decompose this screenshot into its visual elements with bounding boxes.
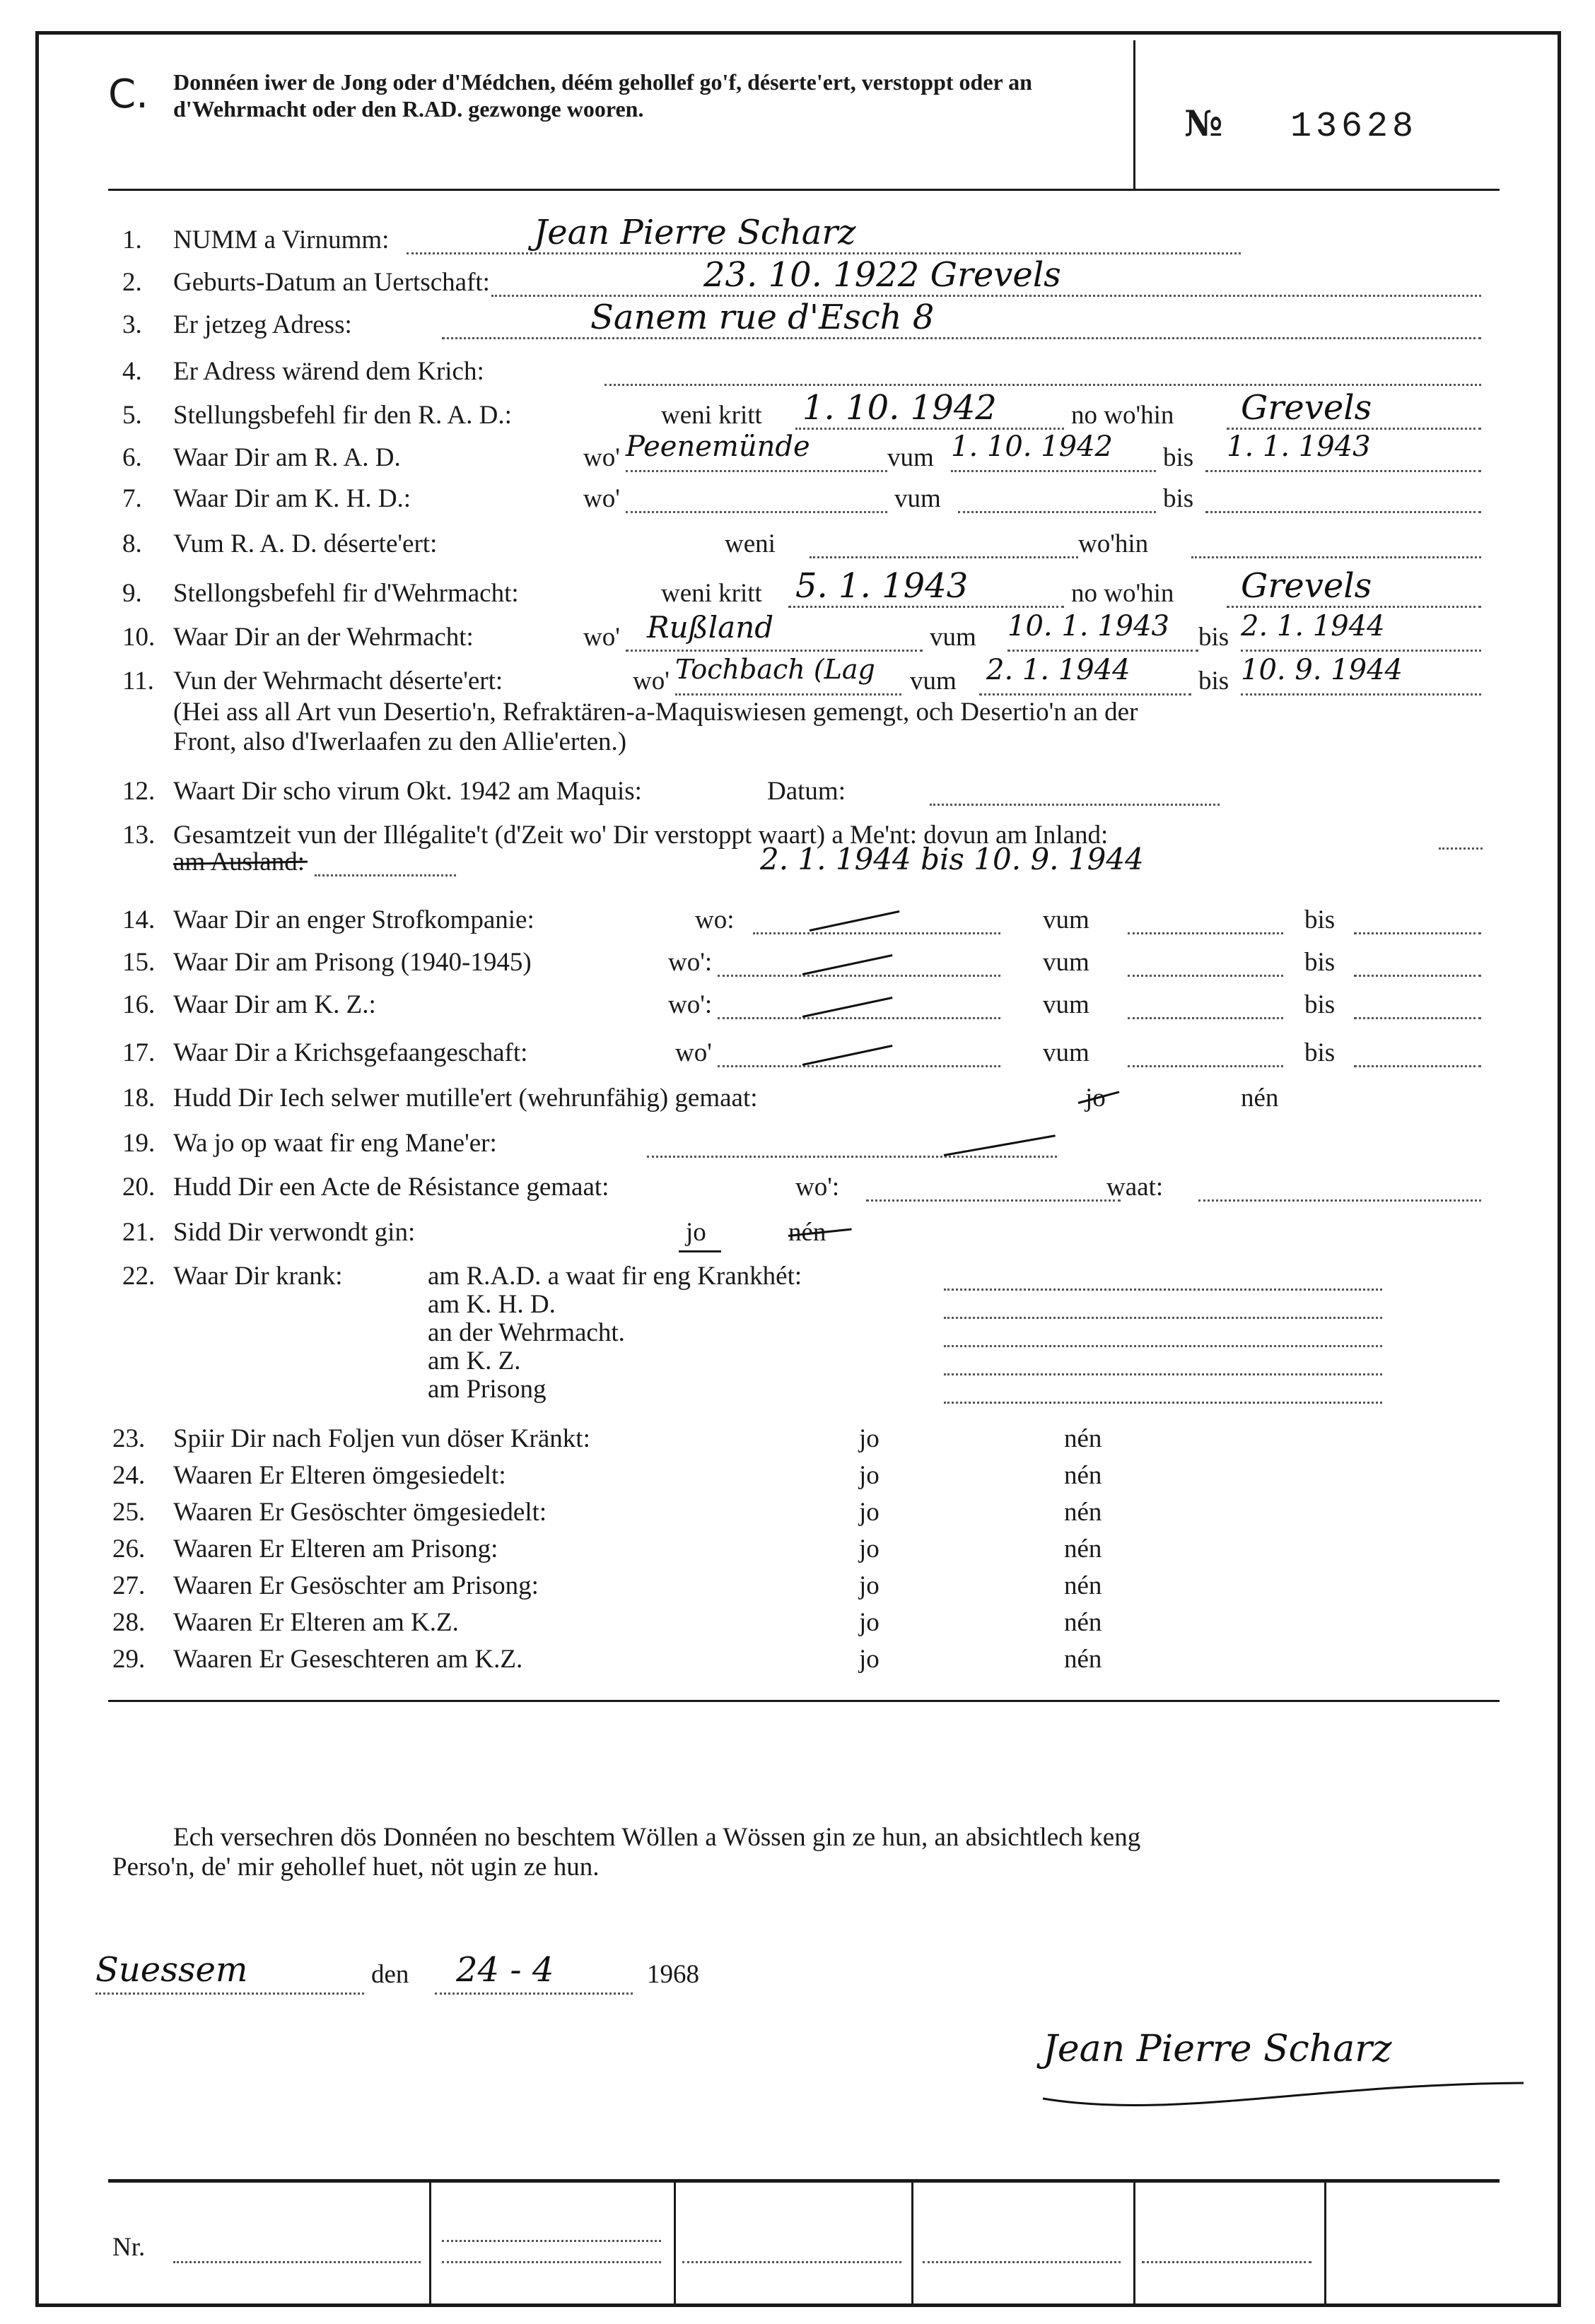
form-text: 28. [112,1608,146,1637]
fill-line [944,1317,1382,1319]
form-text: 21. [122,1218,156,1247]
form-text: 5. [122,401,142,430]
form-text: wo': [668,990,713,1019]
fill-line [951,470,1156,472]
fill-line [626,470,887,472]
form-text: 20. [122,1173,156,1202]
fill-line [944,1402,1382,1404]
form-text: bis [1163,484,1194,513]
handwritten-desert-where: Tochbach (Lag [675,654,875,685]
form-text: Waaren Er Elteren am K.Z. [173,1608,459,1637]
form-text: 4. [122,357,142,386]
signature-flourish [1029,2070,1538,2127]
fill-line [1128,1017,1283,1019]
form-text: no wo'hin [1071,401,1174,430]
form-text: nén [1064,1608,1102,1637]
yes-option: jo [686,1218,706,1247]
form-text: 22. [122,1262,156,1291]
fill-line [315,874,456,876]
form-text: 1. 1. 1943 [1227,430,1371,463]
handwritten-place: Suessem [95,1950,248,1990]
form-text: 1968 [647,1960,699,1989]
form-text: 10. 9. 1944 [1241,654,1403,686]
section-letter: C. [108,71,148,117]
form-text: vum [1043,905,1089,934]
fill-line [753,932,1000,934]
form-text: Sidd Dir verwondt gin: [173,1218,416,1247]
rule-line [674,2179,676,2304]
rule-line [802,954,893,975]
handwritten-wm-place: Grevels [1241,566,1372,606]
form-text: vum [894,484,941,513]
fill-line [1241,693,1481,696]
handwritten-name: Jean Pierre Scharz [534,213,856,252]
fill-line [604,384,1481,386]
form-text: den [371,1960,409,1989]
fill-line [407,252,1241,254]
form-text: vum [887,443,934,472]
form-text: wo' [583,443,620,472]
rule-line [1133,2179,1135,2304]
no-option: nén [1241,1084,1279,1113]
fill-line [1354,1065,1481,1067]
fill-line [95,1993,364,1995]
form-text: Stellongsbefehl fir d'Wehrmacht: [173,579,519,608]
form-text: weni [725,529,776,558]
form-text: Er jetzeg Adress: [173,310,352,339]
form-text: Waar Dir am R. A. D. [173,443,401,472]
form-text: wo' [583,484,620,513]
fill-line [1227,606,1481,608]
handwritten-wm-date: 5. 1. 1943 [795,566,969,606]
fill-line [1128,1065,1283,1067]
form-text: vum [1043,1038,1089,1067]
footer-rule [108,2179,1500,2183]
form-text: jo [859,1498,880,1527]
section-rule [108,1700,1500,1702]
form-text: Spiir Dir nach Foljen vun döser Kränkt: [173,1424,590,1453]
form-text: am R.A.D. a waat fir eng Krankhét: [428,1262,802,1291]
form-text: 19. [122,1129,156,1158]
fill-line [1241,650,1481,652]
rule-line [944,1134,1056,1156]
note-line-1: (Hei ass all Art vun Desertio'n, Refraktären-a-Maquiswiesen gemengt, och Desertio'n an der [173,698,1138,727]
fill-line [1128,975,1283,977]
form-text: 13. [122,821,156,850]
form-text: wo'hin [1078,529,1149,558]
no-option: nén [788,1218,826,1247]
fill-line [682,2261,901,2263]
rule-line [802,997,893,1018]
form-text: 27. [112,1571,146,1600]
form-text: vum [930,623,976,652]
form-text: 26. [112,1534,146,1563]
form-text: Hudd Dir een Acte de Résistance gemaat: [173,1173,609,1202]
form-text: wo' [583,623,620,652]
fill-line [923,2261,1121,2263]
fill-line [810,556,1078,558]
form-text: 3. [122,310,142,339]
fill-line [788,606,1064,608]
form-text: wo': [795,1173,840,1202]
form-text: Waart Dir scho virum Okt. 1942 am Maquis: [173,777,642,806]
fill-line [626,650,923,652]
form-text: bis [1304,905,1336,934]
fill-line [1354,1017,1481,1019]
fill-line [1191,556,1481,558]
fill-line [866,1199,1121,1202]
form-text: 18. [122,1084,156,1113]
yes-option: jo [1085,1084,1106,1113]
signature: Jean Pierre Scharz [1043,2028,1392,2070]
fill-line [1205,511,1481,513]
form-text: Waar Dir an der Wehrmacht: [173,623,474,652]
number-symbol: № [1184,102,1223,144]
form-text: nén [1064,1424,1102,1453]
handwritten-rad-where: Peenemünde [626,430,810,463]
fill-line [675,693,901,696]
fill-line [1354,932,1481,934]
row-number: 1. [122,225,142,254]
form-text: 10. [122,623,156,652]
form-text: bis [1198,623,1229,652]
form-text: 2. 1. 1944 [1241,610,1385,642]
form-text: 16. [122,990,156,1019]
form-text: 6. [122,443,142,472]
form-text: 23. [112,1424,146,1453]
header-rule [108,189,1500,191]
form-text: weni kritt [661,579,762,608]
fill-line [1227,428,1481,430]
form-text: nén [1064,1571,1102,1600]
fill-line [1198,1199,1481,1202]
form-text: 7. [122,484,142,513]
fill-line [718,1065,1000,1067]
form-text: bis [1163,443,1194,472]
fill-line [958,511,1156,513]
form-text: wo' [633,667,670,696]
form-text: jo [859,1534,880,1563]
rule-line [810,910,900,932]
fill-line [442,2240,661,2242]
form-text: jo [859,1424,880,1453]
form-text: Waar Dir am Prisong (1940-1945) [173,948,532,977]
form-text: 2. 1. 1944 [986,654,1130,686]
declaration-line-1: Ech versechren dös Donnéen no beschtem Wöllen a Wössen gin ze hun, an absichtlech keng [173,1823,1141,1852]
fill-line [1128,932,1283,934]
form-text: vum [1043,948,1089,977]
form-text: 8. [122,529,142,558]
form-text: Wa jo op waat fir eng Mane'er: [173,1129,497,1158]
form-text: 10. 1. 1943 [1007,610,1170,642]
fill-line [944,1373,1382,1375]
form-text: bis [1304,1038,1336,1067]
fill-line [1354,975,1481,977]
form-text: vum [910,667,957,696]
rule-line [802,1045,893,1066]
fill-line [442,2261,661,2263]
form-text: jo [859,1571,880,1600]
form-text: an der Wehrmacht. [428,1318,625,1347]
note-line-2: Front, also d'Iwerlaafen zu den Allie'erten.) [173,727,627,756]
form-text: Waar Dir krank: [173,1262,343,1291]
form-text: Waaren Er Gesöschter ömgesiedelt: [173,1498,547,1527]
form-text: nén [1064,1498,1102,1527]
form-text: am K. Z. [428,1346,521,1375]
form-text: vum [1043,990,1089,1019]
form-text: Er Adress wärend dem Krich: [173,357,484,386]
fill-line [718,1017,1000,1019]
form-text: Waar Dir a Krichsgefaangeschaft: [173,1038,528,1067]
fill-line [795,428,1064,430]
fill-line [491,295,1481,297]
handwritten-address: Sanem rue d'Esch 8 [590,298,935,337]
form-text: no wo'hin [1071,579,1174,608]
form-text: wo' [675,1038,712,1067]
fill-line [1205,470,1481,472]
form-text: 12. [122,777,156,806]
form-text: Waaren Er Elteren ömgesiedelt: [173,1461,506,1490]
form-text: Geburts-Datum an Uertschaft: [173,268,490,297]
form-text: jo [859,1461,880,1490]
fill-line [1142,2261,1311,2263]
form-text: bis [1304,990,1336,1019]
form-text: nén [1064,1461,1102,1490]
form-text: Waar Dir an enger Strofkompanie: [173,905,534,934]
form-text: Waar Dir am K. H. D.: [173,484,411,513]
form-text: 14. [122,905,156,934]
form-text: am K. H. D. [428,1290,556,1319]
fill-line [930,804,1220,806]
fill-line [979,693,1191,696]
form-text: waat: [1106,1173,1164,1202]
form-text: nén [1064,1534,1102,1563]
form-text: 1. 10. 1942 [951,430,1114,463]
form-text: bis [1304,948,1336,977]
footer-nr-label: Nr. [112,2233,146,2262]
form-text: jo [859,1608,880,1637]
form-text: 9. [122,579,142,608]
row-label: NUMM a Virnumm: [173,225,390,254]
underline-yes [679,1250,721,1252]
form-number: 13628 [1290,107,1418,147]
handwritten-wm-where: Rußland [647,610,774,645]
form-text: 11. [122,667,154,696]
rule-line [1324,2179,1326,2304]
form-text: 24. [112,1461,146,1490]
form-text: 2. [122,268,142,297]
form-text: Datum: [767,777,846,806]
form-text: 29. [112,1645,146,1674]
form-text: 25. [112,1498,146,1527]
form-text: Stellungsbefehl fir den R. A. D.: [173,401,512,430]
handwritten-rad-place: Grevels [1241,388,1372,428]
handwritten-rad-date: 1. 10. 1942 [802,388,997,428]
form-page [35,31,1561,2307]
form-text: 17. [122,1038,156,1067]
fill-line [718,975,1000,977]
form-text: wo: [695,905,735,934]
form-text: Waaren Er Elteren am Prisong: [173,1534,498,1563]
fill-line [626,511,887,513]
rule-line [911,2179,913,2304]
fill-line [442,337,1481,339]
form-text: bis [1198,667,1229,696]
fill-line [944,1289,1382,1291]
fill-line [1007,650,1198,652]
declaration-line-2: Perso'n, de' mir gehollef huet, nöt ugin ze hun. [112,1853,600,1882]
form-text: nén [1064,1645,1102,1674]
form-text: weni kritt [661,401,762,430]
form-text: Hudd Dir Iech selwer mutille'ert (wehrunfähig) gemaat: [173,1084,758,1113]
form-text: wo': [668,948,713,977]
abroad-label: am Ausland: [173,847,305,876]
fill-line [944,1345,1382,1347]
rule-line [429,2179,431,2304]
form-text: Waaren Er Gesöschter am Prisong: [173,1571,539,1600]
fill-line [647,1156,1057,1158]
handwritten-illegality: 2. 1. 1944 bis 10. 9. 1944 [760,842,1144,876]
header-divider [1133,40,1135,189]
form-text: Vum R. A. D. déserte'ert: [173,529,438,558]
form-text: 15. [122,948,156,977]
form-text: Waaren Er Geseschteren am K.Z. [173,1645,523,1674]
form-text: jo [859,1645,880,1674]
form-title: Donnéen iwer de Jong oder d'Médchen, déém gehollef go'f, déserte'ert, verstoppt oder an d'Wehrmacht oder den R.AD. gezwonge wooren. [173,69,1032,122]
handwritten-birth: 23. 10. 1922 Grevels [703,255,1061,295]
form-text: am Prisong [428,1375,547,1404]
fill-line [435,1993,633,1995]
form-text: Vun der Wehrmacht déserte'ert: [173,667,503,696]
fill-line [1439,847,1483,850]
form-text: Waar Dir am K. Z.: [173,990,376,1019]
form-text: Gesamtzeit vun der Illégalite't (d'Zeit wo' Dir verstoppt waart) a Me'nt: dovun am Inland: [173,821,1109,850]
fill-line [173,2261,421,2263]
handwritten-date: 24 - 4 [456,1950,554,1990]
